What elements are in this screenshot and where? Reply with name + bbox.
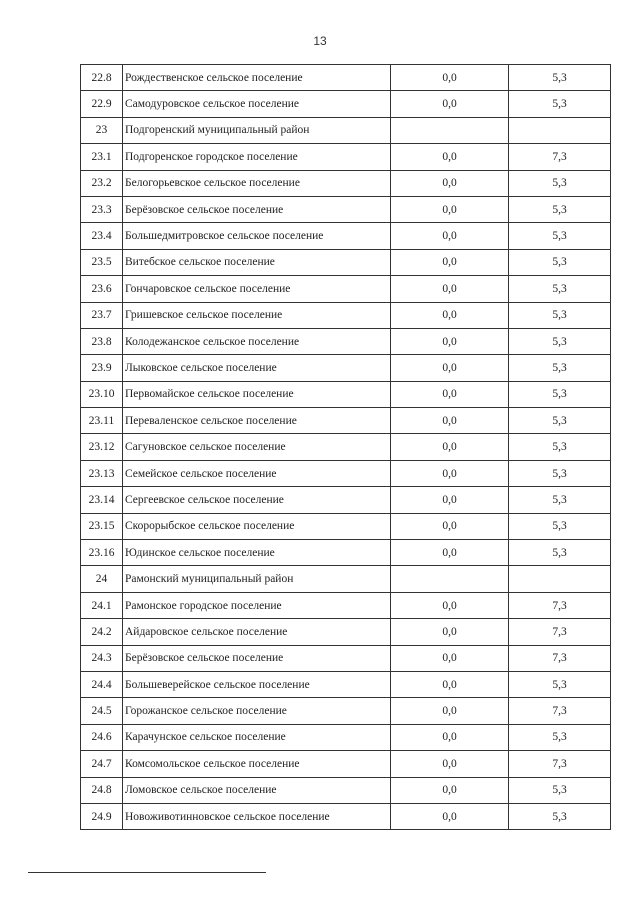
settlement-name-cell: Большедмитровское сельское поселение — [123, 223, 391, 249]
value-1-cell: 0,0 — [391, 777, 509, 803]
value-2-cell: 5,3 — [509, 65, 611, 91]
table-row — [81, 592, 611, 618]
settlement-name-cell: Рождественское сельское поселение — [123, 65, 391, 91]
row-number-cell: 23.9 — [81, 355, 123, 381]
value-2-cell: 5,3 — [509, 540, 611, 566]
table-row — [81, 513, 611, 539]
value-2-cell: 5,3 — [509, 487, 611, 513]
row-number-cell: 23 — [81, 117, 123, 143]
row-number-cell: 24.5 — [81, 698, 123, 724]
value-1-cell: 0,0 — [391, 619, 509, 645]
settlement-name-cell: Юдинское сельское поселение — [123, 540, 391, 566]
settlement-name-cell: Сергеевское сельское поселение — [123, 487, 391, 513]
row-number-cell: 23.1 — [81, 144, 123, 170]
value-2-cell: 5,3 — [509, 381, 611, 407]
row-number-cell: 24 — [81, 566, 123, 592]
row-number-cell: 22.8 — [81, 65, 123, 91]
row-number-cell: 23.8 — [81, 328, 123, 354]
row-number-cell: 24.9 — [81, 803, 123, 829]
settlement-name-cell: Новоживотинновское сельское поселение — [123, 803, 391, 829]
table-row — [81, 355, 611, 381]
table-row — [81, 460, 611, 486]
value-2-cell: 7,3 — [509, 645, 611, 671]
table-row — [81, 619, 611, 645]
table-row — [81, 117, 611, 143]
value-1-cell: 0,0 — [391, 196, 509, 222]
value-2-cell: 5,3 — [509, 803, 611, 829]
value-2-cell: 5,3 — [509, 513, 611, 539]
row-number-cell: 24.3 — [81, 645, 123, 671]
value-1-cell: 0,0 — [391, 276, 509, 302]
row-number-cell: 23.3 — [81, 196, 123, 222]
value-1-cell — [391, 117, 509, 143]
value-1-cell: 0,0 — [391, 408, 509, 434]
row-number-cell: 23.15 — [81, 513, 123, 539]
settlement-name-cell: Айдаровское сельское поселение — [123, 619, 391, 645]
table-row — [81, 91, 611, 117]
value-2-cell: 5,3 — [509, 777, 611, 803]
value-1-cell: 0,0 — [391, 751, 509, 777]
settlement-name-cell: Первомайское сельское поселение — [123, 381, 391, 407]
row-number-cell: 24.4 — [81, 671, 123, 697]
row-number-cell: 23.7 — [81, 302, 123, 328]
table-row — [81, 223, 611, 249]
row-number-cell: 23.2 — [81, 170, 123, 196]
row-number-cell: 23.6 — [81, 276, 123, 302]
table-row — [81, 302, 611, 328]
value-2-cell: 7,3 — [509, 751, 611, 777]
value-1-cell: 0,0 — [391, 381, 509, 407]
settlement-name-cell: Рамонское городское поселение — [123, 592, 391, 618]
table-row — [81, 249, 611, 275]
table-row — [81, 645, 611, 671]
value-1-cell: 0,0 — [391, 803, 509, 829]
settlement-name-cell: Сагуновское сельское поселение — [123, 434, 391, 460]
value-2-cell: 5,3 — [509, 671, 611, 697]
table-row — [81, 671, 611, 697]
value-1-cell: 0,0 — [391, 170, 509, 196]
settlement-name-cell: Скорорыбское сельское поселение — [123, 513, 391, 539]
value-1-cell: 0,0 — [391, 249, 509, 275]
settlements-table — [80, 64, 611, 830]
value-1-cell: 0,0 — [391, 328, 509, 354]
row-number-cell: 23.4 — [81, 223, 123, 249]
value-2-cell: 7,3 — [509, 144, 611, 170]
value-1-cell: 0,0 — [391, 724, 509, 750]
row-number-cell: 23.5 — [81, 249, 123, 275]
settlement-name-cell: Колодежанское сельское поселение — [123, 328, 391, 354]
value-2-cell — [509, 566, 611, 592]
value-1-cell: 0,0 — [391, 65, 509, 91]
value-1-cell — [391, 566, 509, 592]
value-1-cell: 0,0 — [391, 460, 509, 486]
settlement-name-cell: Гришевское сельское поселение — [123, 302, 391, 328]
table-row — [81, 540, 611, 566]
table-row — [81, 434, 611, 460]
value-2-cell: 5,3 — [509, 302, 611, 328]
settlement-name-cell: Рамонский муниципальный район — [123, 566, 391, 592]
row-number-cell: 24.7 — [81, 751, 123, 777]
value-2-cell: 5,3 — [509, 249, 611, 275]
value-2-cell: 5,3 — [509, 724, 611, 750]
table-row — [81, 724, 611, 750]
settlement-name-cell: Горожанское сельское поселение — [123, 698, 391, 724]
table-body — [81, 65, 611, 830]
value-1-cell: 0,0 — [391, 487, 509, 513]
row-number-cell: 23.11 — [81, 408, 123, 434]
row-number-cell: 24.6 — [81, 724, 123, 750]
value-2-cell: 5,3 — [509, 355, 611, 381]
row-number-cell: 23.10 — [81, 381, 123, 407]
row-number-cell: 23.16 — [81, 540, 123, 566]
table-row — [81, 381, 611, 407]
value-1-cell: 0,0 — [391, 355, 509, 381]
value-1-cell: 0,0 — [391, 540, 509, 566]
table-row — [81, 487, 611, 513]
value-1-cell: 0,0 — [391, 223, 509, 249]
row-number-cell: 23.14 — [81, 487, 123, 513]
value-2-cell: 7,3 — [509, 698, 611, 724]
row-number-cell: 23.12 — [81, 434, 123, 460]
value-2-cell: 5,3 — [509, 408, 611, 434]
table-row — [81, 751, 611, 777]
value-1-cell: 0,0 — [391, 91, 509, 117]
footnote-separator — [28, 872, 266, 873]
table-row — [81, 276, 611, 302]
value-2-cell: 7,3 — [509, 619, 611, 645]
settlement-name-cell: Белогорьевское сельское поселение — [123, 170, 391, 196]
settlement-name-cell: Семейское сельское поселение — [123, 460, 391, 486]
value-2-cell — [509, 117, 611, 143]
table-row — [81, 144, 611, 170]
settlement-name-cell: Карачунское сельское поселение — [123, 724, 391, 750]
table-row — [81, 777, 611, 803]
row-number-cell: 24.8 — [81, 777, 123, 803]
row-number-cell: 24.1 — [81, 592, 123, 618]
value-1-cell: 0,0 — [391, 302, 509, 328]
settlement-name-cell: Берёзовское сельское поселение — [123, 196, 391, 222]
table-row — [81, 566, 611, 592]
table-row — [81, 408, 611, 434]
table-row — [81, 170, 611, 196]
settlement-name-cell: Переваленское сельское поселение — [123, 408, 391, 434]
settlement-name-cell: Витебское сельское поселение — [123, 249, 391, 275]
value-1-cell: 0,0 — [391, 671, 509, 697]
value-2-cell: 5,3 — [509, 91, 611, 117]
table-row — [81, 803, 611, 829]
settlement-name-cell: Гончаровское сельское поселение — [123, 276, 391, 302]
settlement-name-cell: Подгоренский муниципальный район — [123, 117, 391, 143]
table-row — [81, 196, 611, 222]
value-2-cell: 5,3 — [509, 223, 611, 249]
settlement-name-cell: Берёзовское сельское поселение — [123, 645, 391, 671]
value-2-cell: 5,3 — [509, 276, 611, 302]
table-row — [81, 698, 611, 724]
value-2-cell: 7,3 — [509, 592, 611, 618]
settlement-name-cell: Подгоренское городское поселение — [123, 144, 391, 170]
value-2-cell: 5,3 — [509, 434, 611, 460]
table-row — [81, 65, 611, 91]
value-1-cell: 0,0 — [391, 645, 509, 671]
page-number: 13 — [313, 34, 327, 48]
settlement-name-cell: Лыковское сельское поселение — [123, 355, 391, 381]
value-2-cell: 5,3 — [509, 170, 611, 196]
value-1-cell: 0,0 — [391, 144, 509, 170]
row-number-cell: 22.9 — [81, 91, 123, 117]
table-row — [81, 328, 611, 354]
settlement-name-cell: Ломовское сельское поселение — [123, 777, 391, 803]
row-number-cell: 24.2 — [81, 619, 123, 645]
settlement-name-cell: Комсомольское сельское поселение — [123, 751, 391, 777]
value-1-cell: 0,0 — [391, 513, 509, 539]
value-2-cell: 5,3 — [509, 196, 611, 222]
value-2-cell: 5,3 — [509, 460, 611, 486]
row-number-cell: 23.13 — [81, 460, 123, 486]
value-1-cell: 0,0 — [391, 434, 509, 460]
settlement-name-cell: Большеверейское сельское поселение — [123, 671, 391, 697]
settlement-name-cell: Самодуровское сельское поселение — [123, 91, 391, 117]
value-2-cell: 5,3 — [509, 328, 611, 354]
value-1-cell: 0,0 — [391, 698, 509, 724]
value-1-cell: 0,0 — [391, 592, 509, 618]
